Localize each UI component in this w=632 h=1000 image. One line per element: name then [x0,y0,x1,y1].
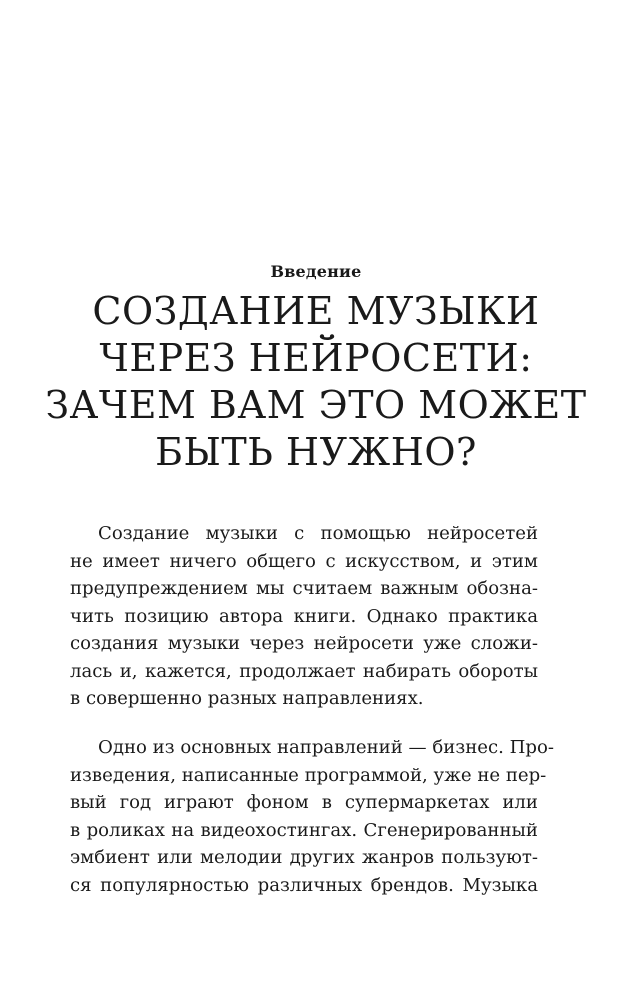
text-line: Создание музыки с помощью нейросетей [98,523,538,544]
text-line: в совершенно разных направлениях. [70,688,424,709]
text-line: лась и, кажется, продолжает набирать обороты [70,660,538,682]
chapter-kicker: Введение [270,262,362,281]
text-line: эмбиент или мелодии других жанров пользуют- [70,847,538,868]
text-line: не имеет ничего общего с искусством, и этим [70,550,538,572]
text-line: чить позицию автора книги. Однако практика [70,605,538,627]
text-line: Одно из основных направлений — бизнес. Про- [98,737,554,758]
chapter-title-line: БЫТЬ НУЖНО? [155,430,477,474]
text-line: предупреждением мы считаем важным обозна- [70,578,538,599]
body-paragraph-1 [70,520,538,713]
text-line: создания музыки через нейросети уже сложи- [70,633,538,654]
text-line: ся популярностью различных брендов. Музыка [70,874,538,896]
chapter-title-line: ЧЕРЕЗ НЕЙРОСЕТИ: [99,336,533,380]
text-line: вый год играют фоном в супермаркетах или [70,792,538,813]
chapter-title-line: ЗАЧЕМ ВАМ ЭТО МОЖЕТ [45,383,587,427]
body-paragraph-2 [70,734,554,899]
chapter-title-line: СОЗДАНИЕ МУЗЫКИ [92,289,540,333]
text-line: в роликах на видеохостингах. Сгенерированный [70,819,538,841]
text-line: изведения, написанные программой, уже не пер- [70,764,547,786]
chapter-title [40,288,592,476]
